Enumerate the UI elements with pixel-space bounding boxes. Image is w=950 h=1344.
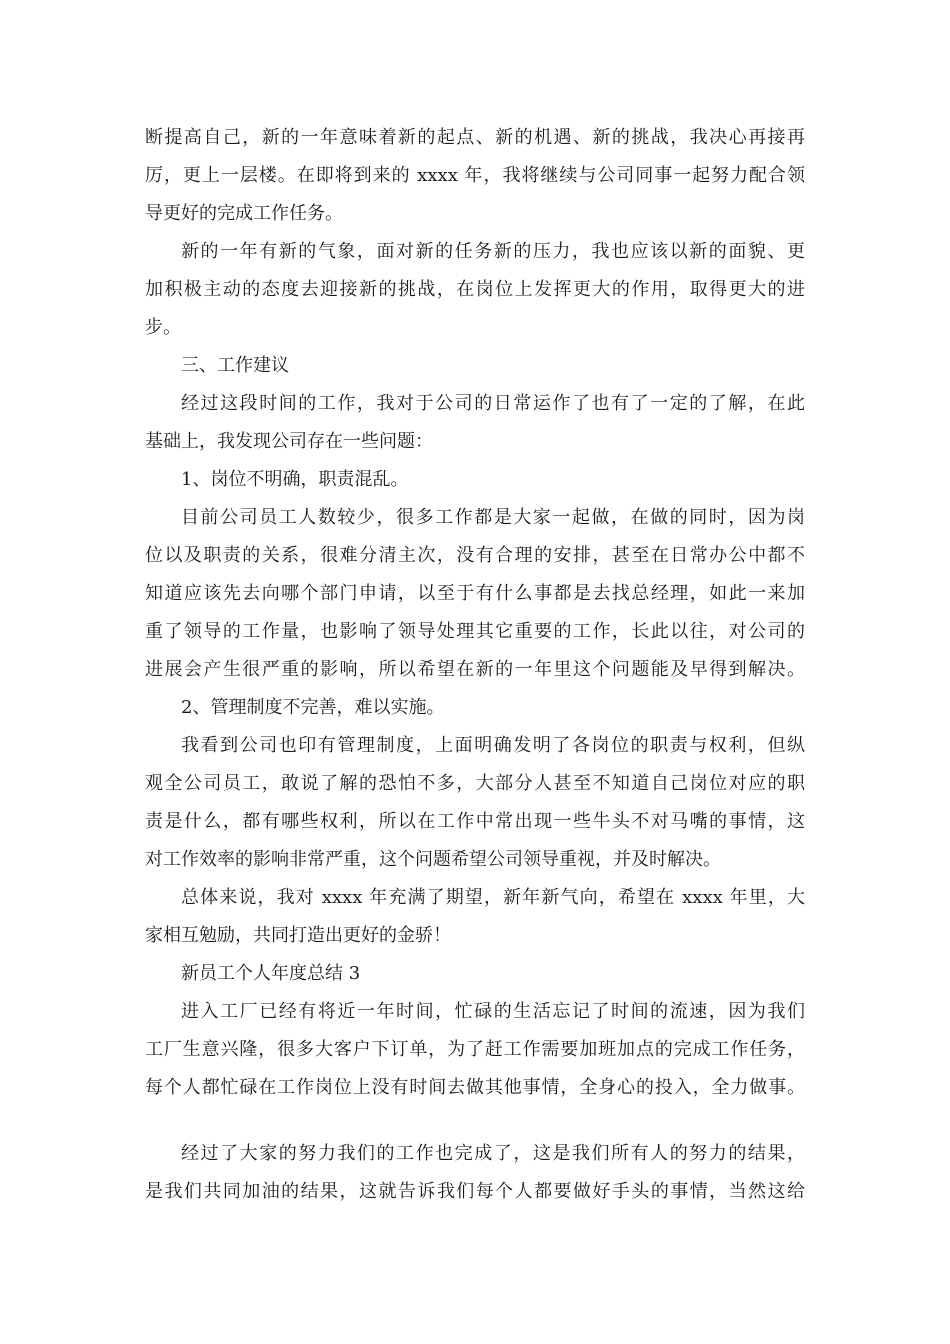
text-line: 导更好的完成工作任务。	[145, 203, 343, 224]
text-line: 是我们共同加油的结果，这就告诉我们每个人都要做好手头的事情，当然这给	[145, 1181, 805, 1202]
list-heading: 2、管理制度不完善，难以实施。	[181, 697, 445, 718]
text-line: 新的一年有新的气象，面对新的任务新的压力，我也应该以新的面貌、更	[181, 241, 805, 262]
text-line: 知道应该先去向哪个部门申请，以至于有什么事都是去找总经理，如此一来加	[145, 583, 805, 604]
text-line: 工厂生意兴隆，很多大客户下订单，为了赶工作需要加班加点的完成工作任务，	[145, 1039, 805, 1060]
text-line: 断提高自己，新的一年意味着新的起点、新的机遇、新的挑战，我决心再接再	[145, 127, 805, 148]
text-line: 总体来说，我对 xxxx 年充满了期望，新年新气向，希望在 xxxx 年里，大	[181, 887, 805, 908]
text-line: 重了领导的工作量，也影响了领导处理其它重要的工作，长此以往，对公司的	[145, 621, 805, 642]
text-line: 我看到公司也印有管理制度，上面明确发明了各岗位的职责与权利，但纵	[181, 735, 805, 756]
text-line: 厉，更上一层楼。在即将到来的 xxxx 年，我将继续与公司同事一起努力配合领	[145, 165, 805, 186]
text-line: 目前公司员工人数较少，很多工作都是大家一起做，在做的同时，因为岗	[181, 507, 805, 528]
text-line: 位以及职责的关系，很难分清主次，没有合理的安排，甚至在日常办公中都不	[145, 545, 805, 566]
text-line: 观全公司员工，敢说了解的恐怕不多，大部分人甚至不知道自己岗位对应的职	[145, 773, 805, 794]
text-line: 经过了大家的努力我们的工作也完成了，这是我们所有人的努力的结果，	[181, 1143, 805, 1164]
text-line: 步。	[145, 317, 181, 338]
text-line: 对工作效率的影响非常严重，这个问题希望公司领导重视，并及时解决。	[145, 849, 721, 870]
section-heading: 新员工个人年度总结 3	[181, 963, 361, 984]
text-line: 进入工厂已经有将近一年时间，忙碌的生活忘记了时间的流速，因为我们	[181, 1001, 805, 1022]
list-heading: 1、岗位不明确，职责混乱。	[181, 469, 409, 490]
text-line: 加积极主动的态度去迎接新的挑战，在岗位上发挥更大的作用，取得更大的进	[145, 279, 805, 300]
text-line: 责是什么，都有哪些权利，所以在工作中常出现一些牛头不对马嘴的事情，这	[145, 811, 805, 832]
section-heading: 三、工作建议	[181, 355, 289, 376]
text-line: 进展会产生很严重的影响，所以希望在新的一年里这个问题能及早得到解决。	[145, 659, 805, 680]
text-line: 基础上，我发现公司存在一些问题：	[145, 431, 433, 452]
text-line: 每个人都忙碌在工作岗位上没有时间去做其他事情，全身心的投入，全力做事。	[145, 1077, 805, 1098]
text-line: 经过这段时间的工作，我对于公司的日常运作了也有了一定的了解，在此	[181, 393, 805, 414]
text-line: 家相互勉励，共同打造出更好的金骄！	[145, 925, 451, 946]
